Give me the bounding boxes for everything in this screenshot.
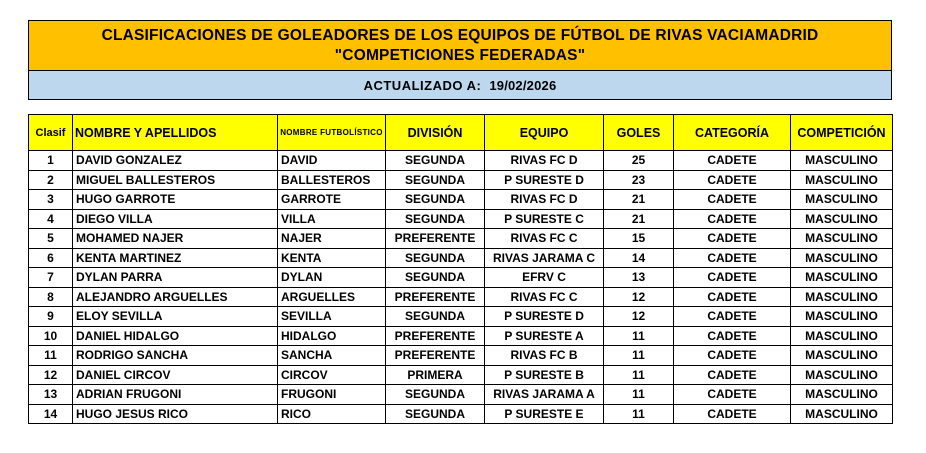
cell-category: CADETE <box>674 365 791 385</box>
cell-competition: MASCULINO <box>791 365 893 385</box>
cell-rank: 12 <box>29 365 73 385</box>
cell-nick: HIDALGO <box>278 326 386 346</box>
cell-division: PREFERENTE <box>386 326 485 346</box>
cell-nick: DYLAN <box>278 268 386 288</box>
cell-goals: 23 <box>604 170 674 190</box>
cell-rank: 8 <box>29 287 73 307</box>
table-row <box>29 268 893 288</box>
cell-name: MIGUEL BALLESTEROS <box>73 170 278 190</box>
cell-category: CADETE <box>674 229 791 249</box>
cell-goals: 12 <box>604 287 674 307</box>
updated-date: 19/02/2026 <box>489 77 557 93</box>
table-row <box>29 248 893 268</box>
cell-rank: 9 <box>29 307 73 327</box>
title-line-2: "COMPETICIONES FEDERADAS" <box>334 46 586 64</box>
cell-rank: 5 <box>29 229 73 249</box>
cell-goals: 21 <box>604 209 674 229</box>
cell-goals: 11 <box>604 385 674 405</box>
col-header-goals: GOLES <box>604 115 674 151</box>
cell-name: DIEGO VILLA <box>73 209 278 229</box>
cell-team: RIVAS JARAMA A <box>485 385 604 405</box>
cell-competition: MASCULINO <box>791 170 893 190</box>
cell-competition: MASCULINO <box>791 151 893 171</box>
cell-competition: MASCULINO <box>791 190 893 210</box>
table-row <box>29 287 893 307</box>
cell-rank: 11 <box>29 346 73 366</box>
table-row <box>29 190 893 210</box>
cell-division: SEGUNDA <box>386 307 485 327</box>
table-row <box>29 229 893 249</box>
cell-goals: 13 <box>604 268 674 288</box>
cell-category: CADETE <box>674 287 791 307</box>
cell-competition: MASCULINO <box>791 268 893 288</box>
cell-rank: 13 <box>29 385 73 405</box>
cell-nick: VILLA <box>278 209 386 229</box>
cell-team: P SURESTE D <box>485 307 604 327</box>
cell-division: SEGUNDA <box>386 209 485 229</box>
cell-category: CADETE <box>674 248 791 268</box>
table-row <box>29 151 893 171</box>
col-header-rank: Clasif <box>29 115 73 151</box>
cell-division: PREFERENTE <box>386 287 485 307</box>
cell-goals: 12 <box>604 307 674 327</box>
cell-goals: 21 <box>604 190 674 210</box>
table-row <box>29 365 893 385</box>
cell-nick: GARROTE <box>278 190 386 210</box>
scorers-table <box>28 114 893 424</box>
table-body <box>29 151 893 424</box>
cell-name: HUGO GARROTE <box>73 190 278 210</box>
table-row <box>29 170 893 190</box>
cell-category: CADETE <box>674 151 791 171</box>
cell-name: DAVID GONZALEZ <box>73 151 278 171</box>
cell-name: DANIEL HIDALGO <box>73 326 278 346</box>
cell-nick: KENTA <box>278 248 386 268</box>
cell-nick: SANCHA <box>278 346 386 366</box>
col-header-competition: COMPETICIÓN <box>791 115 893 151</box>
cell-nick: CIRCOV <box>278 365 386 385</box>
cell-team: RIVAS FC D <box>485 190 604 210</box>
cell-rank: 6 <box>29 248 73 268</box>
cell-division: SEGUNDA <box>386 385 485 405</box>
cell-division: PREFERENTE <box>386 229 485 249</box>
cell-name: RODRIGO SANCHA <box>73 346 278 366</box>
cell-rank: 3 <box>29 190 73 210</box>
cell-rank: 10 <box>29 326 73 346</box>
cell-category: CADETE <box>674 209 791 229</box>
cell-category: CADETE <box>674 346 791 366</box>
cell-team: RIVAS FC B <box>485 346 604 366</box>
col-header-division: DIVISIÓN <box>386 115 485 151</box>
cell-team: P SURESTE B <box>485 365 604 385</box>
cell-nick: ARGUELLES <box>278 287 386 307</box>
cell-goals: 11 <box>604 404 674 424</box>
cell-nick: BALLESTEROS <box>278 170 386 190</box>
table-header-row <box>29 115 893 151</box>
cell-category: CADETE <box>674 385 791 405</box>
cell-division: SEGUNDA <box>386 190 485 210</box>
cell-division: PRIMERA <box>386 365 485 385</box>
cell-division: SEGUNDA <box>386 268 485 288</box>
cell-competition: MASCULINO <box>791 385 893 405</box>
report-title <box>29 21 891 71</box>
updated-bar <box>29 71 891 99</box>
table-row <box>29 346 893 366</box>
cell-nick: SEVILLA <box>278 307 386 327</box>
cell-rank: 1 <box>29 151 73 171</box>
cell-name: ALEJANDRO ARGUELLES <box>73 287 278 307</box>
cell-competition: MASCULINO <box>791 326 893 346</box>
cell-team: EFRV C <box>485 268 604 288</box>
cell-competition: MASCULINO <box>791 287 893 307</box>
cell-name: HUGO JESUS RICO <box>73 404 278 424</box>
cell-goals: 11 <box>604 365 674 385</box>
cell-name: KENTA MARTINEZ <box>73 248 278 268</box>
col-header-team: EQUIPO <box>485 115 604 151</box>
cell-rank: 7 <box>29 268 73 288</box>
cell-division: PREFERENTE <box>386 346 485 366</box>
cell-team: P SURESTE E <box>485 404 604 424</box>
cell-nick: RICO <box>278 404 386 424</box>
title-line-1: CLASIFICACIONES DE GOLEADORES DE LOS EQUIPOS DE FÚTBOL DE RIVAS VACIAMADRID <box>101 26 819 44</box>
cell-goals: 15 <box>604 229 674 249</box>
cell-category: CADETE <box>674 190 791 210</box>
table-row <box>29 326 893 346</box>
cell-competition: MASCULINO <box>791 248 893 268</box>
cell-division: SEGUNDA <box>386 404 485 424</box>
cell-team: P SURESTE C <box>485 209 604 229</box>
cell-category: CADETE <box>674 404 791 424</box>
cell-goals: 14 <box>604 248 674 268</box>
report-banner <box>28 20 892 100</box>
col-header-nick: NOMBRE FUTBOLÍSTICO <box>278 115 386 151</box>
cell-rank: 2 <box>29 170 73 190</box>
cell-goals: 11 <box>604 346 674 366</box>
table-row <box>29 307 893 327</box>
table-row <box>29 404 893 424</box>
cell-competition: MASCULINO <box>791 346 893 366</box>
cell-team: RIVAS FC C <box>485 229 604 249</box>
cell-name: DYLAN PARRA <box>73 268 278 288</box>
col-header-category: CATEGORÍA <box>674 115 791 151</box>
cell-category: CADETE <box>674 326 791 346</box>
cell-goals: 11 <box>604 326 674 346</box>
table-row <box>29 385 893 405</box>
cell-category: CADETE <box>674 307 791 327</box>
cell-team: RIVAS JARAMA C <box>485 248 604 268</box>
cell-goals: 25 <box>604 151 674 171</box>
cell-name: ADRIAN FRUGONI <box>73 385 278 405</box>
cell-competition: MASCULINO <box>791 307 893 327</box>
cell-competition: MASCULINO <box>791 229 893 249</box>
table-row <box>29 209 893 229</box>
cell-name: MOHAMED NAJER <box>73 229 278 249</box>
cell-team: P SURESTE A <box>485 326 604 346</box>
updated-label: ACTUALIZADO A: <box>363 77 482 93</box>
cell-team: RIVAS FC C <box>485 287 604 307</box>
cell-nick: NAJER <box>278 229 386 249</box>
cell-division: SEGUNDA <box>386 170 485 190</box>
cell-division: SEGUNDA <box>386 151 485 171</box>
cell-competition: MASCULINO <box>791 209 893 229</box>
cell-name: DANIEL CIRCOV <box>73 365 278 385</box>
cell-nick: DAVID <box>278 151 386 171</box>
cell-division: SEGUNDA <box>386 248 485 268</box>
cell-name: ELOY SEVILLA <box>73 307 278 327</box>
cell-competition: MASCULINO <box>791 404 893 424</box>
cell-nick: FRUGONI <box>278 385 386 405</box>
cell-category: CADETE <box>674 170 791 190</box>
cell-team: P SURESTE D <box>485 170 604 190</box>
cell-team: RIVAS FC D <box>485 151 604 171</box>
cell-rank: 4 <box>29 209 73 229</box>
cell-rank: 14 <box>29 404 73 424</box>
col-header-name: NOMBRE Y APELLIDOS <box>73 115 278 151</box>
cell-category: CADETE <box>674 268 791 288</box>
